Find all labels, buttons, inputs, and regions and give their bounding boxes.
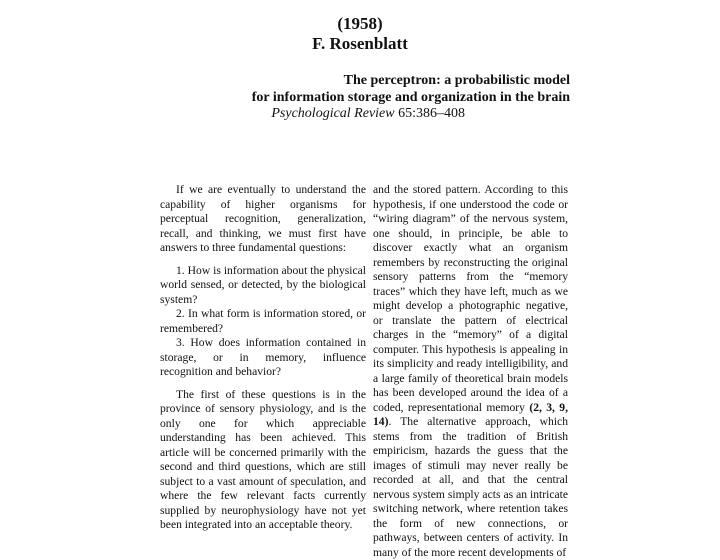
paper-title bbox=[200, 72, 570, 106]
second-paragraph: The first of these questions is in the province of sensory physiology, and is the only one for which appreciable understanding has been achieved. This article will be concerned primarily with the second and third questions, which are still subject to a vast amount of speculation, and where the few relevant facts currently supplied by neurophysiology have not yet been integrated into an acceptable theory. bbox=[160, 387, 366, 531]
paper-title-line-2: for information storage and organization in the brain bbox=[251, 90, 570, 105]
question-3: 3. How does information contained in storage, or in memory, influence recognition and behavior? bbox=[160, 336, 366, 378]
volume-pages: 65:386–408 bbox=[398, 106, 465, 121]
question-2: 2. In what form is information stored, or remembered? bbox=[160, 307, 366, 335]
right-column bbox=[373, 183, 568, 560]
right-text-before-refs: and the stored pattern. According to this hypothesis, if one understood the code or “wiring diagram” of the nervous system, one should, in principle, be able to discover exactly what an organism remembers by reconstructing the original sensory patterns from the “memory traces” which they have left, much as we might develop a photographic negative, or translate the pattern of electrical charges in the “memory” of a digital computer. This hypothesis is appealing in its simplicity and ready intelligibility, and a large family of theoretical brain models has been developed around the idea of a coded, representational memory bbox=[373, 183, 568, 414]
reference-numbers: (2, 3, 9, 14) bbox=[373, 400, 568, 428]
journal-name: Psychological Review bbox=[271, 106, 395, 121]
right-text-after-refs: . The alternative approach, which stems from the tradition of British empiricism, hazards the guess that the images of stimuli may never really be recorded at all, and that the central nervous system simply acts as an intricate switching network, where retention takes the form of new connections, or pathways, between centers of activity. In many of the more recent developments of bbox=[373, 415, 568, 559]
left-column bbox=[160, 183, 366, 533]
intro-paragraph: If we are eventually to understand the capability of higher organisms for perceptual recognition, generalization, recall, and thinking, we must first have answers to three fundamental questions: bbox=[160, 183, 366, 254]
author: F. Rosenblatt bbox=[312, 34, 408, 53]
question-1: 1. How is information about the physical world sensed, or detected, by the biological system? bbox=[160, 263, 366, 306]
paper-title-line-1: The perceptron: a probabilistic model bbox=[343, 73, 570, 88]
year: (1958) bbox=[337, 14, 383, 33]
citation bbox=[200, 106, 465, 122]
right-column-paragraph bbox=[373, 183, 568, 560]
